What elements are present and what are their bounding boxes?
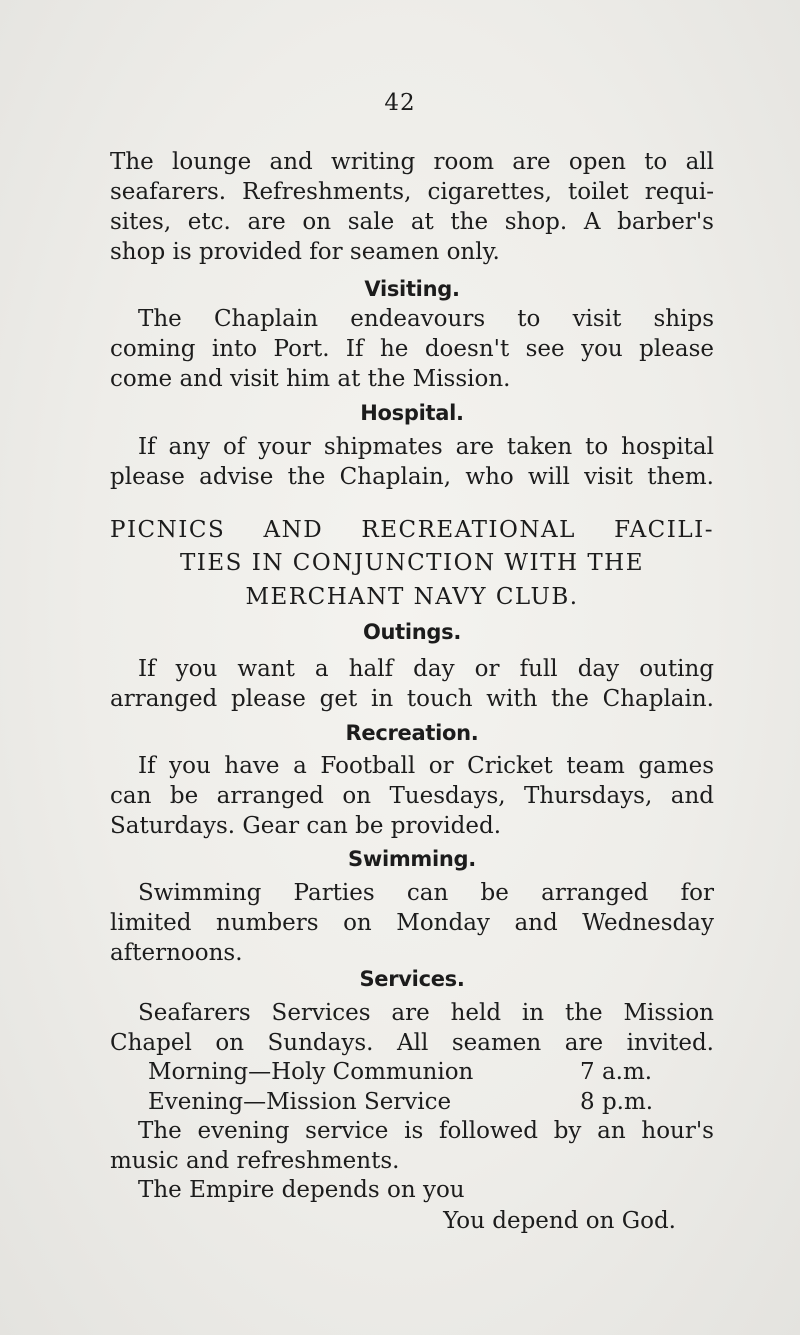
outings-heading: Outings. bbox=[362, 620, 462, 644]
recreation-line: Saturdays. Gear can be provided. bbox=[110, 813, 502, 839]
closing-line: music and refreshments. bbox=[110, 1148, 400, 1174]
service-schedule-row bbox=[148, 1087, 688, 1117]
services-heading: Services. bbox=[359, 967, 465, 991]
swimming-line: Swimming Parties can be arranged for bbox=[138, 880, 714, 906]
section-title-line: PICNICS AND RECREATIONAL FACILI- bbox=[110, 517, 714, 543]
swimming-line: limited numbers on Monday and Wednesday bbox=[110, 910, 714, 936]
intro-line: seafarers. Refreshments, cigarettes, toilet requi- bbox=[110, 179, 714, 205]
section-title-line: TIES IN CONJUNCTION WITH THE bbox=[179, 550, 645, 576]
hospital-line: If any of your shipmates are taken to hospital bbox=[138, 434, 714, 460]
services-line: Chapel on Sundays. All seamen are invited. bbox=[110, 1030, 714, 1056]
closing-final-line: You depend on God. bbox=[443, 1208, 676, 1234]
intro-line: The lounge and writing room are open to all bbox=[110, 149, 714, 175]
outings-line: arranged please get in touch with the Chaplain. bbox=[110, 686, 714, 712]
section-title-line: MERCHANT NAVY CLUB. bbox=[245, 584, 579, 610]
hospital-heading: Hospital. bbox=[360, 401, 464, 425]
service-name: Morning—Holy Communion bbox=[148, 1059, 474, 1085]
recreation-heading: Recreation. bbox=[345, 721, 479, 745]
visiting-line: coming into Port. If he doesn't see you please bbox=[110, 336, 714, 362]
service-time: 8 p.m. bbox=[580, 1089, 654, 1115]
service-name: Evening—Mission Service bbox=[148, 1089, 452, 1115]
closing-line: The Empire depends on you bbox=[138, 1177, 465, 1203]
service-schedule-row bbox=[148, 1057, 688, 1087]
outings-line: If you want a half day or full day outing bbox=[138, 656, 714, 682]
closing-line: The evening service is followed by an hour's bbox=[138, 1118, 714, 1144]
services-line: Seafarers Services are held in the Mission bbox=[138, 1000, 714, 1026]
visiting-heading: Visiting. bbox=[364, 277, 460, 301]
page-number: 42 bbox=[384, 90, 416, 116]
recreation-line: If you have a Football or Cricket team games bbox=[138, 753, 714, 779]
recreation-line: can be arranged on Tuesdays, Thursdays, and bbox=[110, 783, 714, 809]
swimming-heading: Swimming. bbox=[348, 847, 476, 871]
hospital-line: please advise the Chaplain, who will visit them. bbox=[110, 464, 714, 490]
service-time: 7 a.m. bbox=[580, 1059, 653, 1085]
visiting-line: The Chaplain endeavours to visit ships bbox=[138, 306, 714, 332]
intro-line: shop is provided for seamen only. bbox=[110, 239, 500, 265]
swimming-line: afternoons. bbox=[110, 940, 243, 966]
intro-line: sites, etc. are on sale at the shop. A barber's bbox=[110, 209, 714, 235]
visiting-line: come and visit him at the Mission. bbox=[110, 366, 511, 392]
